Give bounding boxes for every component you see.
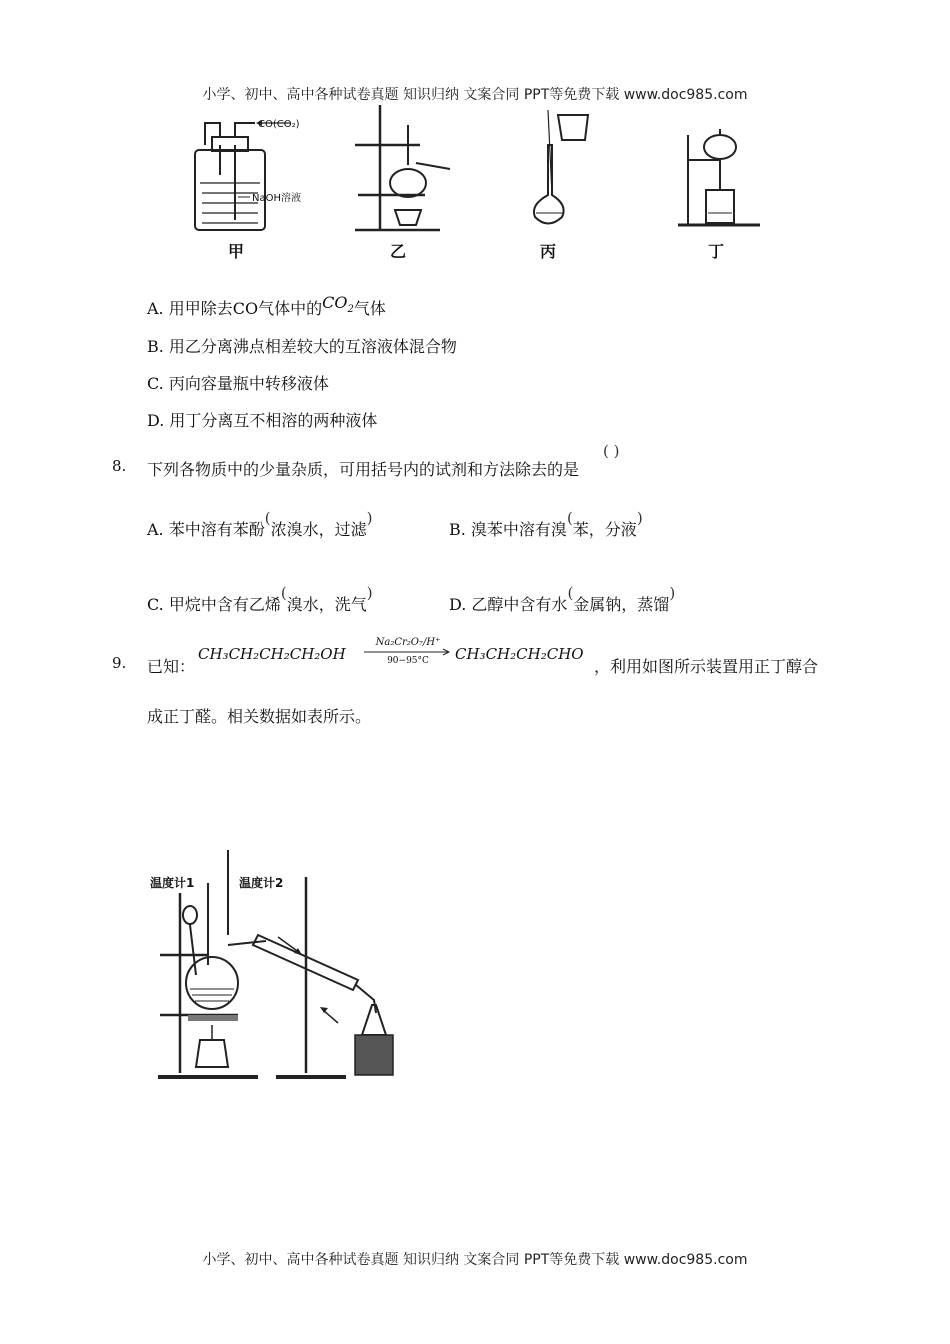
q8-option-a-lparen: ( [264,509,271,527]
q7-option-c: C. 丙向容量瓶中转移液体 [147,374,329,393]
apparatus-bing [534,110,588,224]
thermometer-1-label: 温度计1 [150,876,195,890]
q8-option-c-main: C. 甲烷中含有乙烯 [147,595,281,614]
q8-option-c-inner: 溴水，洗气 [286,595,367,614]
q9-stem-line2: 成正丁醛。相关数据如表所示。 [147,707,372,726]
q8-option-c-lparen: ( [280,584,287,602]
q8-option-d-lparen: ( [567,584,574,602]
q7-option-b: B. 用乙分离沸点相差较大的互溶液体混合物 [147,337,457,356]
q8-option-a [147,509,373,540]
q7-option-a-suffix: 气体 [353,299,386,318]
q9-condition-bottom: 90−95°C [387,656,429,666]
q8-option-b-main: B. 溴苯中溶有溴 [449,520,567,539]
q8-answer-blank: ( ) [603,442,620,460]
q8-option-b-inner: 苯，分液 [572,520,637,539]
q9-stem-tail: ，利用如图所示装置用正丁醇合 [594,657,819,676]
q8-stem: 下列各物质中的少量杂质，可用括号内的试剂和方法除去的是 [147,460,580,479]
q8-option-b-rparen: ) [636,509,643,527]
q8-option-d-main: D. 乙醇中含有水 [449,595,568,614]
q8-option-a-inner: 浓溴水，过滤 [270,520,367,539]
apparatus-yi [355,105,450,230]
q8-option-a-rparen: ) [366,509,373,527]
q8-option-c-rparen: ) [366,584,373,602]
figure-label-bing: 丙 [540,242,557,261]
co2-formula [322,293,354,316]
co2-formula-sub: 2 [347,304,354,316]
apparatus-jia [195,120,290,230]
arrow-icon [364,648,452,656]
q8-option-a-main: A. 苯中溶有苯酚 [147,520,265,539]
q9-reaction-arrow [364,637,452,666]
q8-option-b-lparen: ( [566,509,573,527]
q9-reactant: CH₃CH₂CH₂CH₂OH [198,645,346,663]
apparatus-figure-top [180,105,780,265]
q9-condition-top: Na₂Cr₂O₇/H⁺ [375,637,441,648]
apparatus-ding [678,129,760,225]
q8-option-d [449,584,676,615]
figure-label-jia: 甲 [228,242,245,261]
co2-formula-main: CO [322,293,348,312]
q9-product: CH₃CH₂CH₂CHO [455,645,584,663]
q8-option-d-inner: 金属钠，蒸馏 [573,595,670,614]
q7-option-a [147,293,386,321]
thermometer-2-label: 温度计2 [239,876,284,890]
q7-option-a-text: A. 用甲除去CO气体中的 [147,299,323,318]
q8-option-d-rparen: ) [669,584,676,602]
figure-label-yi: 乙 [390,242,407,261]
q8-option-b [449,509,643,540]
q8-option-c [147,584,373,615]
q9-number: 9. [112,654,127,672]
q7-option-d: D. 用丁分离互不相溶的两种液体 [147,411,378,430]
jia-liquid-label: NaOH溶液 [252,193,301,204]
jia-gas-label: CO(CO₂) [258,119,300,130]
apparatus-figure-distillation [148,845,403,1085]
figure-label-ding: 丁 [708,242,725,261]
q9-known-label: 已知： [147,657,196,676]
q8-number: 8. [112,457,127,475]
page-header: 小学、初中、高中各种试卷真题 知识归纳 文案合同 PPT等免费下载 www.doc985.com [202,87,748,103]
page-footer: 小学、初中、高中各种试卷真题 知识归纳 文案合同 PPT等免费下载 www.doc985.com [202,1252,748,1268]
